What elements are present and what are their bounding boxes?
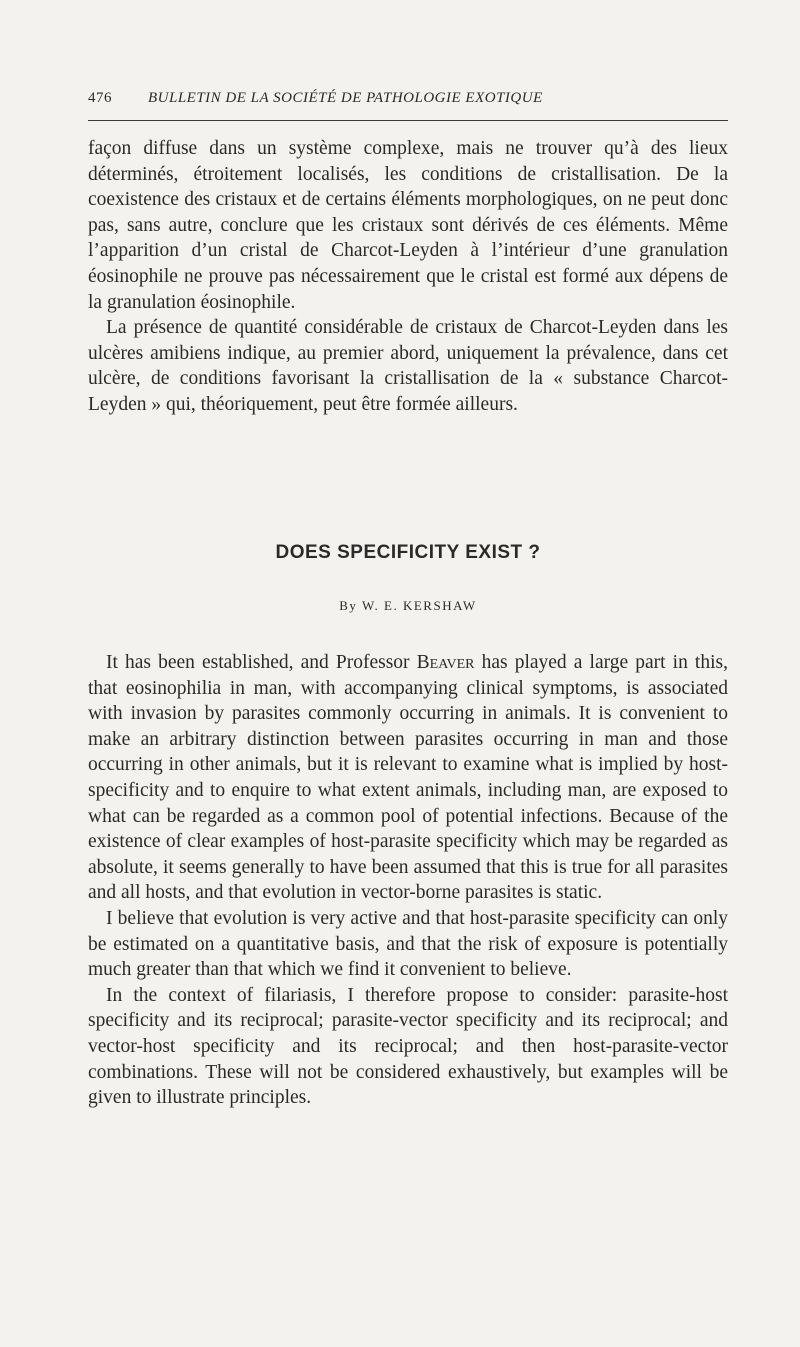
french-text-block bbox=[88, 136, 728, 418]
article-byline: By W. E. KERSHAW bbox=[339, 598, 477, 613]
article-paragraph-3: In the context of filariasis, I therefore propose to consider: parasite-host specificity and its reciprocal; parasite-vector specificity and its reciprocal; and vector-host specificity and its reciprocal; and then host-parasite-vector combinations. These will not be considered exhaustively, but examples will be given to illustrate principles. bbox=[88, 984, 728, 1109]
article-paragraph-2: I believe that evolution is very active and that host-parasite specificity can only be estimated on a quantitative basis, and that the risk of exposure is potentially much greater than that which we find it convenient to believe. bbox=[88, 907, 728, 981]
page-header bbox=[88, 90, 732, 107]
paragraph-1-rest: has played a large part in this, that eosinophilia in man, with accompanying clinical symptoms, is associated with invasion by parasites commonly occurring in animals. It is convenient to make an arbitrary distinction between parasites occurring in man and those occurring in other animals, but it is relevant to examine what is implied by host-specificity and to enquire to what extent animals, including man, are exposed to what can be regarded as a common pool of potential infections. Because of the existence of clear examples of host-parasite specificity which may be regarded as absolute, it seems generally to have been assumed that this is true for all parasites and all hosts, and that evolution in vector-borne parasites is static. bbox=[88, 652, 728, 904]
header-rule bbox=[88, 120, 728, 121]
page-number: 476 bbox=[88, 90, 112, 106]
paragraph-1-lead: It has been established, and Professor bbox=[106, 652, 417, 673]
running-title: BULLETIN DE LA SOCIÉTÉ DE PATHOLOGIE EXOTIQUE bbox=[148, 90, 543, 106]
article-body bbox=[88, 650, 728, 1111]
french-paragraph-2: La présence de quantité considérable de cristaux de Charcot-Leyden dans les ulcères amibiens indique, au premier abord, uniquement la prévalence, dans cet ulcère, de conditions favorisant la cristallisation de la « substance Charcot-Leyden » qui, théoriquement, peut être formée ailleurs. bbox=[88, 317, 728, 415]
article-paragraph-1 bbox=[88, 650, 728, 906]
french-paragraph-1: façon diffuse dans un système complexe, mais ne trouver qu’à des lieux déterminés, étroitement localisés, les conditions de cristallisation. De la coexistence des cristaux et de certains éléments morphologiques, on ne peut donc pas, sans autre, conclure que les cristaux sont dérivés de ces éléments. Même l’apparition d’un cristal de Charcot-Leyden à l’intérieur d’une granulation éosinophile ne prouve pas nécessairement que le cristal est formé aux dépens de la granulation éosinophile. bbox=[88, 138, 728, 313]
article-title: DOES SPECIFICITY EXIST ? bbox=[275, 542, 541, 563]
author-name-beaver: Beaver bbox=[416, 652, 475, 673]
